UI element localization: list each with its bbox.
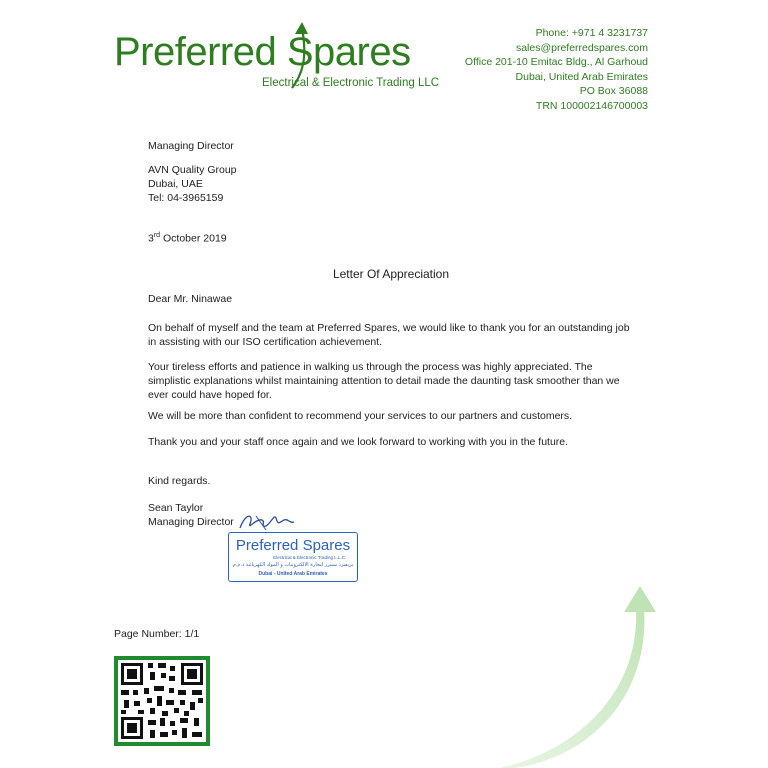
paragraph-2 — [148, 360, 638, 402]
date-rest: October 2019 — [160, 232, 227, 245]
decorative-arrow-icon — [490, 580, 670, 768]
signer-title: Managing Director — [148, 516, 234, 528]
date-day: 3 — [148, 232, 154, 245]
closing — [148, 474, 210, 488]
recipient-tel: Tel: 04-3965159 — [148, 192, 224, 204]
recipient-title — [148, 139, 234, 153]
letter-subject — [0, 267, 768, 281]
contact-city: Dubai, United Arab Emirates — [515, 70, 648, 83]
closing-text: Kind regards. — [148, 475, 211, 487]
contact-pobox: PO Box 36088 — [579, 85, 648, 97]
company-name: Preferred Spares — [114, 30, 411, 74]
stamp-tagline: Electrical & Electronic Trading L.L.C — [273, 555, 345, 560]
contact-phone: Phone: +971 4 3231737 — [535, 27, 648, 39]
paragraph-2-text: Your tireless efforts and patience in walking us through the process was highly appreciated. The simplistic explanations whilst maintaining attention to detail made the daunting task smoother than we ever could have hoped for. — [148, 361, 620, 401]
paragraph-4-text: Thank you and your staff once again and we look forward to working with you in the future. — [148, 436, 569, 448]
contact-trn: TRN 100002146700003 — [535, 99, 648, 112]
paragraph-1-text: On behalf of myself and the team at Preferred Spares, we would like to thank you for an outstanding job in assisting with our ISO certification achievement. — [148, 322, 630, 348]
recipient-address — [148, 163, 237, 205]
stamp-name: Preferred Spares — [235, 537, 351, 554]
salutation — [148, 292, 232, 306]
paragraph-1 — [148, 321, 638, 349]
company-stamp — [228, 532, 358, 582]
stamp-arabic: بريفيرد سبيرز لتجارة الالكترونيات و المواد الكهربائية ذ.م.م — [232, 562, 354, 568]
paragraph-3 — [148, 409, 638, 423]
page-number: Page Number: 1/1 — [114, 628, 200, 640]
contact-block — [465, 26, 648, 113]
signer-block — [148, 501, 234, 529]
letter-date — [148, 229, 227, 246]
recipient-title-text: Managing Director — [148, 140, 234, 152]
subject-text: Letter Of Appreciation — [332, 267, 450, 281]
recipient-city: Dubai, UAE — [148, 178, 203, 190]
salutation-text: Dear Mr. Ninawae — [148, 293, 233, 305]
signature-icon — [236, 508, 298, 538]
contact-office: Office 201-10 Emitac Bldg., Al Garhoud — [464, 56, 648, 68]
paragraph-4 — [148, 435, 638, 449]
company-logo — [114, 20, 444, 90]
date-suffix: rd — [153, 232, 161, 239]
signer-name: Sean Taylor — [148, 502, 204, 514]
contact-email[interactable]: sales@preferredspares.com — [515, 41, 648, 54]
company-tagline: Electrical & Electronic Trading LLC — [262, 77, 440, 89]
qr-code-icon — [114, 656, 210, 746]
paragraph-3-text: We will be more than confident to recommend your services to our partners and customers. — [148, 410, 573, 422]
stamp-city: Dubai - United Arab Emirates — [258, 571, 328, 577]
recipient-company: AVN Quality Group — [148, 164, 237, 176]
